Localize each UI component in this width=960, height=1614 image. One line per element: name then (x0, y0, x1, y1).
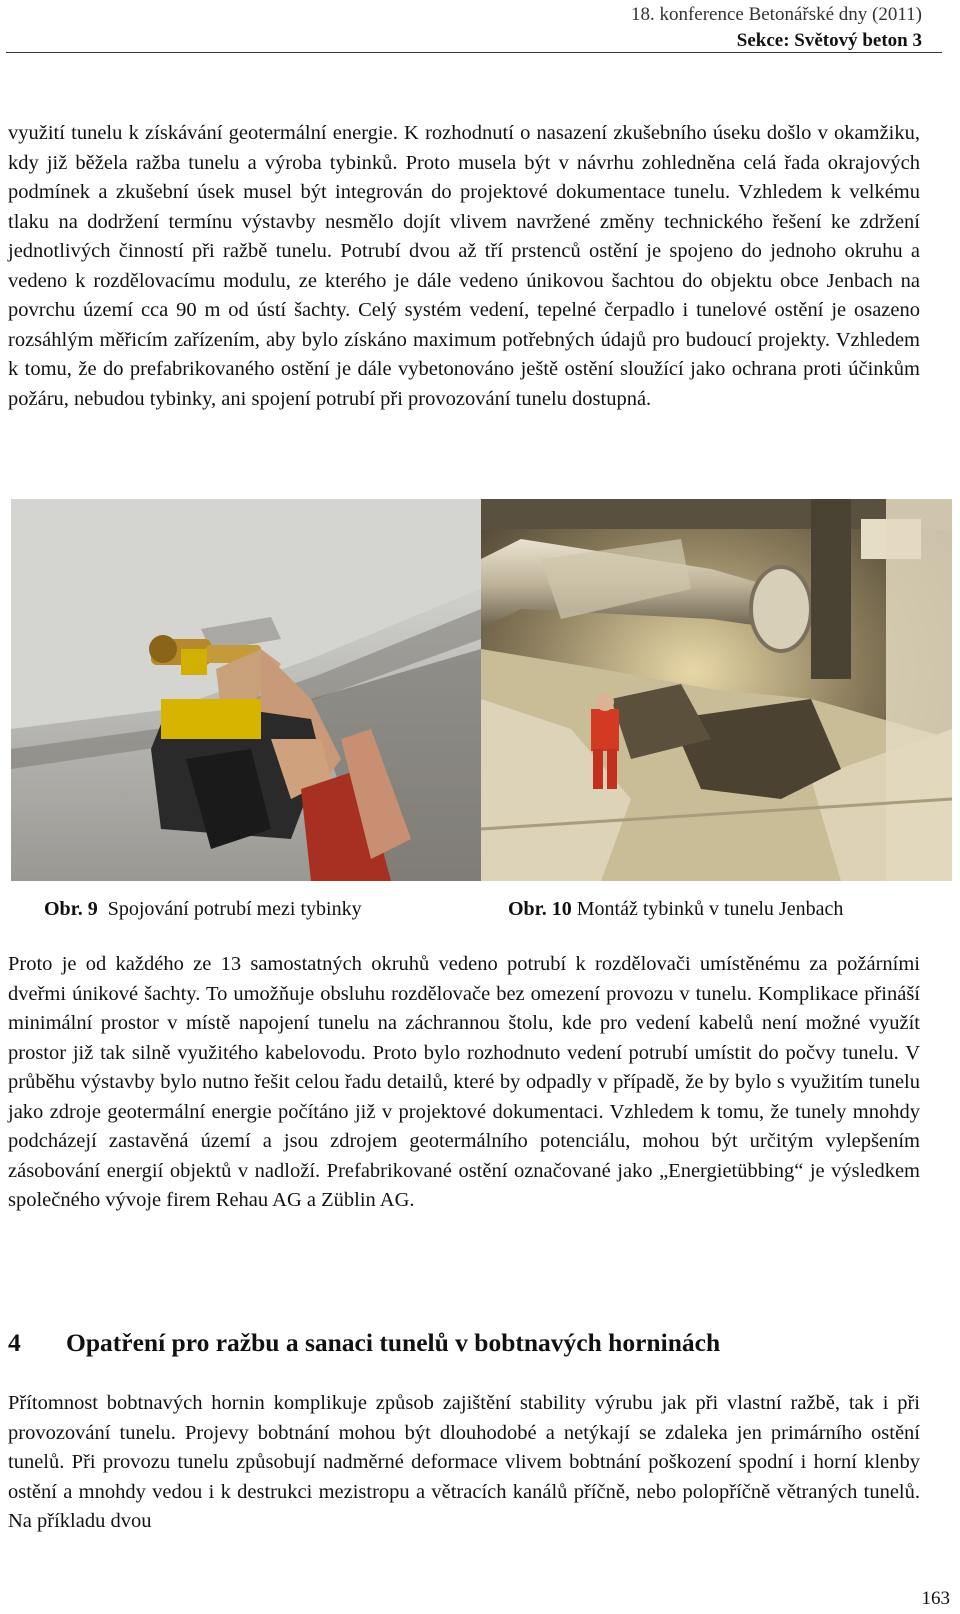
figure-10-number: 10 (551, 898, 572, 920)
pipe-connection-photo (11, 499, 481, 881)
figure-10-caption-text: Montáž tybinků v tunelu Jenbach (576, 898, 844, 920)
paragraph-2: Proto je od každého ze 13 samostatných okruhů vedeno potrubí k rozdělovači umístěnému za požárními dveřmi únikové šachty. To umožňuje obsluhu rozdělovače bez omezení provozu v tunelu. Komplikace přináší minimální prostor v místě napojení tunelu na záchrannou štolu, kde pro vedení kabelů není možné využít prostor již tak silně využitého kabelovodu. Proto bylo rozhodnuto vedení potrubí umístit do počvy tunelu. V průběhu výstavby bylo nutno řešit celou řadu detailů, které by odpadly v případě, že by bylo s využitím tunelu jako zdroje geotermální energie počítáno již v projektové dokumentaci. Vzhledem k tomu, že tunely mnohdy podcházejí zastavěná území a jsou zdrojem geotermálního potenciálu, mohou být určitým vylepšením zásobování energií objektů v nadloží. Prefabrikované ostění označované jako „Energietübbing“ je výsledkem společného vývoje firem Rehau AG a Züblin AG. (8, 953, 920, 1211)
section-heading-title: Opatření pro ražbu a sanaci tunelů v bobtnavých horninách (66, 1328, 721, 1357)
figure-10-photo (481, 499, 952, 881)
conference-title: 18. konference Betonářské dny (2011) (630, 4, 922, 25)
figure-9-caption-text: Spojování potrubí mezi tybinky (107, 898, 362, 920)
section-title: Sekce: Světový beton 3 (736, 30, 922, 51)
page-header (631, 2, 922, 54)
tunnel-assembly-photo (481, 499, 952, 881)
figure-10-label: Obr. (508, 898, 547, 920)
figure-9-photo (11, 499, 481, 881)
header-rule (6, 52, 942, 53)
page-number: 163 (921, 1588, 950, 1609)
figure-9-number: 9 (87, 898, 98, 920)
figure-9-caption (44, 896, 362, 922)
section-heading (8, 1327, 720, 1359)
figure-10-caption (508, 896, 843, 922)
section-number: 4 (8, 1328, 21, 1357)
figure-9-label: Obr. (44, 898, 83, 920)
paragraph-3: Přítomnost bobtnavých hornin komplikuje způsob zajištění stability výrubu jak při vlastní ražbě, tak i při provozování tunelu. Projevy bobtnání mohou být dlouhodobé a netýkají se zdaleka jen primárního ostění tunelů. Při provozu tunelu způsobují nadměrné deformace vlivem bobtnání poškození spodní i horní klenby ostění a mnohdy vedou i k destrukci mezistropu a větracích kanálů příčně, nebo polopříčně větraných tunelů. Na příkladu dvou (8, 1392, 920, 1532)
paragraph-1: využití tunelu k získávání geotermální energie. K rozhodnutí o nasazení zkušebního úseku došlo v okamžiku, kdy již běžela ražba tunelu a výroba tybinků. Proto musela být v návrhu zohledněna celá řada okrajových podmínek a zkušební úsek musel být integrován do projektové dokumentace tunelu. Vzhledem k velkému tlaku na dodržení termínu výstavby nesmělo dojít vlivem navržené změny technického řešení ke zdržení jednotlivých činností při ražbě tunelu. Potrubí dvou až tří prstenců ostění je spojeno do jednoho okruhu a vedeno k rozdělovacímu modulu, ze kterého je dále vedeno únikovou šachtou do objektu obce Jenbach na povrchu území cca 90 m od ústí šachty. Celý systém vedení, tepelné čerpadlo i tunelové ostění je osazeno rozsáhlým měřicím zařízením, aby bylo získáno maximum potřebných údajů pro budoucí projekty. Vzhledem k tomu, že do prefabrikovaného ostění je dále vybetonováno ještě ostění sloužící jako ochrana proti účinkům požáru, nebudou tybinky, ani spojení potrubí při provozování tunelu dostupná. (8, 122, 920, 410)
